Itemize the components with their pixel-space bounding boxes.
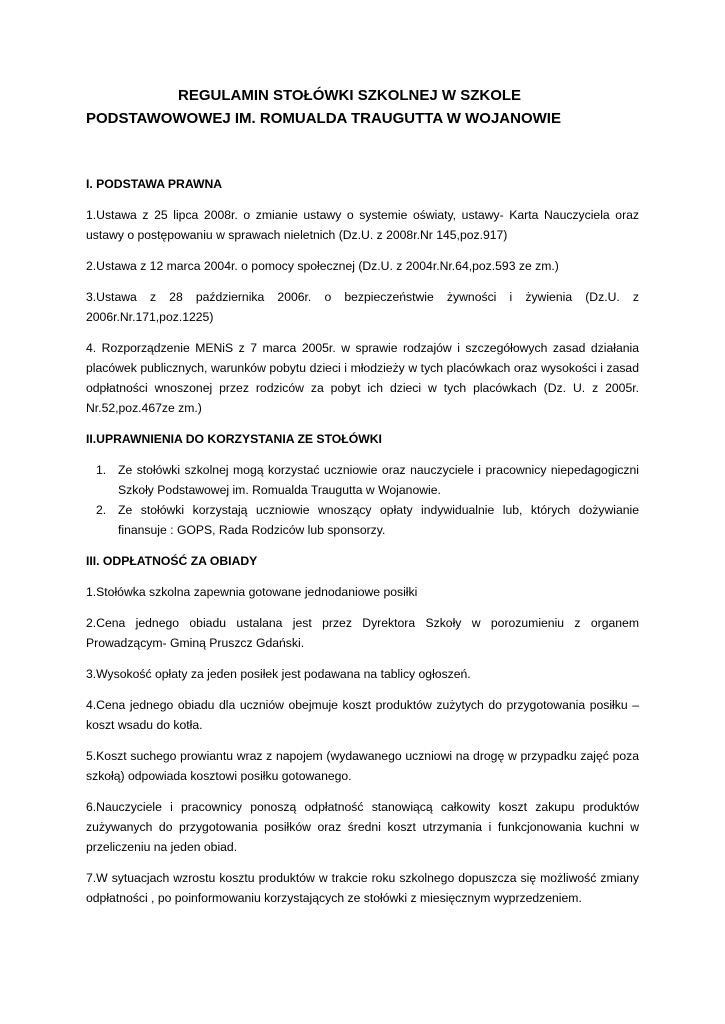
section-1-paragraph-3: 3.Ustawa z 28 października 2006r. o bezpieczeństwie żywności i żywienia (Dz.U. z 2006r.Nr.171,poz.1225) xyxy=(86,290,639,324)
section-1-paragraph-4: 4. Rozporządzenie MENiS z 7 marca 2005r. w sprawie rodzajów i szczegółowych zasad działania placówek publicznych, warunków pobytu dzieci i młodzieży w tych placówkach oraz wysokości i zasad odpłatności wnoszonej przez rodziców za pobyt ich dzieci w tych placówkach (Dz. U. z 2005r. Nr.52,poz.467ze zm.) xyxy=(86,341,639,415)
title-line-1: REGULAMIN STOŁÓWKI SZKOLNEJ W SZKOLE xyxy=(178,87,522,104)
section-3-paragraph-4: 4.Cena jednego obiadu dla uczniów obejmuje koszt produktów zużytych do przygotowania posiłku –koszt wsadu do kotła. xyxy=(86,698,639,732)
list-item-text: Ze stołówki korzystają uczniowie wnoszący opłaty indywidualnie lub, których dożywianie finansuje : GOPS, Rada Rodziców lub sponsorzy. xyxy=(118,503,639,537)
section-1-heading: I. PODSTAWA PRAWNA xyxy=(86,177,223,191)
section-3-paragraph-2: 2.Cena jednego obiadu ustalana jest przez Dyrektora Szkoły w porozumieniu z organem Prowadzącym- Gminą Pruszcz Gdański. xyxy=(86,616,639,650)
section-2-heading: II.UPRAWNIENIA DO KORZYSTANIA ZE STOŁÓWKI xyxy=(86,432,382,446)
section-1-paragraph-1: 1.Ustawa z 25 lipca 2008r. o zmianie ustawy o systemie oświaty, ustawy- Karta Nauczyciela oraz ustawy o postępowaniu w sprawach nieletnich (Dz.U. z 2008r.Nr 145,poz.917) xyxy=(86,208,639,242)
list-item-number: 2. xyxy=(96,503,107,517)
section-3-paragraph-3: 3.Wysokość opłaty za jeden posiłek jest podawana na tablicy ogłoszeń. xyxy=(86,667,471,681)
section-1-paragraph-2: 2.Ustawa z 12 marca 2004r. o pomocy społecznej (Dz.U. z 2004r.Nr.64,poz.593 ze zm.) xyxy=(86,259,559,273)
section-3-paragraph-5: 5.Koszt suchego prowiantu wraz z napojem (wydawanego uczniowi na drogę w przypadku zajęć poza szkołą) odpowiada kosztowi posiłku gotowanego. xyxy=(86,749,639,783)
section-3-heading: III. ODPŁATNOŚĆ ZA OBIADY xyxy=(86,554,258,568)
list-item-number: 1. xyxy=(96,463,107,477)
section-2-list xyxy=(86,460,639,540)
section-3-paragraph-1: 1.Stołówka szkolna zapewnia gotowane jednodaniowe posiłki xyxy=(86,585,418,599)
list-item xyxy=(96,460,639,500)
list-item xyxy=(96,500,639,540)
list-item-text: Ze stołówki szkolnej mogą korzystać uczniowie oraz nauczyciele i pracownicy niepedagogiczni Szkoły Podstawowej im. Romualda Traugutta w Wojanowie. xyxy=(118,463,639,497)
section-3-paragraph-7: 7.W sytuacjach wzrostu kosztu produktów w trakcie roku szkolnego dopuszcza się możliwość zmiany odpłatności , po poinformowaniu korzystających ze stołówki z miesięcznym wyprzedzeniem. xyxy=(86,871,639,905)
document-page xyxy=(86,84,639,908)
document-title xyxy=(86,84,639,130)
section-3-paragraph-6: 6.Nauczyciele i pracownicy ponoszą odpłatność stanowiącą całkowity koszt zakupu produktów zużywanych do przygotowania posiłków oraz średni koszt utrzymania i funkcjonowania kuchni w przeliczeniu na jeden obiad. xyxy=(86,800,639,854)
title-line-2: PODSTAWOWOWEJ IM. ROMUALDA TRAUGUTTA W WOJANOWIE xyxy=(86,110,561,127)
